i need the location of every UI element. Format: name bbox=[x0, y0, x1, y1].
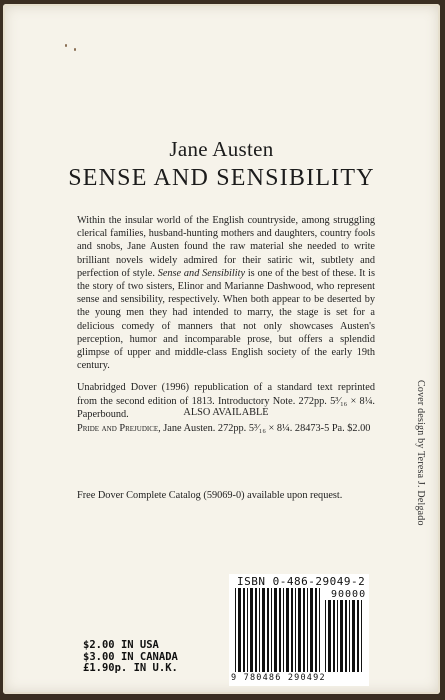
price-region: IN U.K. bbox=[133, 662, 178, 674]
also-available-title: Pride and Prejudice bbox=[77, 423, 159, 435]
barcode-addon-icon bbox=[325, 600, 365, 672]
blurb bbox=[77, 214, 375, 430]
barcode-bar bbox=[283, 588, 284, 672]
barcode-bar bbox=[333, 600, 335, 672]
barcode-bar bbox=[345, 600, 347, 672]
ink-speck bbox=[65, 44, 67, 47]
barcode-bar bbox=[325, 600, 326, 672]
barcode-bar bbox=[279, 588, 281, 672]
ean-number: 9 780486 290492 bbox=[231, 673, 326, 683]
price-row bbox=[83, 663, 178, 675]
barcode-bar bbox=[328, 600, 331, 672]
barcode-bar bbox=[255, 588, 257, 672]
barcode-bar bbox=[298, 588, 301, 672]
catalog-note: Free Dover Complete Catalog (59069-0) available upon request. bbox=[77, 490, 343, 501]
also-available-heading: ALSO AVAILABLE bbox=[183, 407, 269, 418]
barcode-bar bbox=[286, 588, 289, 672]
barcode-bar bbox=[295, 588, 296, 672]
ink-speck bbox=[74, 48, 76, 51]
barcode-bar bbox=[262, 588, 265, 672]
barcode-bar bbox=[352, 600, 355, 672]
price-list bbox=[83, 640, 178, 675]
barcode-addon-digits: 90000 bbox=[331, 589, 367, 600]
barcode-bar bbox=[337, 600, 338, 672]
price-region: IN USA bbox=[120, 639, 159, 651]
barcode-bar bbox=[357, 600, 359, 672]
book-title: SENSE AND SENSIBILITY bbox=[68, 165, 375, 191]
barcode-icon bbox=[235, 588, 323, 672]
price-region: IN CANADA bbox=[120, 650, 178, 663]
barcode-bar bbox=[271, 588, 272, 672]
barcode-bar bbox=[315, 588, 317, 672]
barcode-bar bbox=[361, 600, 362, 672]
blurb-italic-title: Sense and Sensibility bbox=[157, 267, 246, 279]
barcode-bar bbox=[303, 588, 305, 672]
isbn-number: ISBN 0-486-29049-2 bbox=[237, 575, 366, 588]
barcode-bar bbox=[243, 588, 245, 672]
barcode-bar bbox=[274, 588, 277, 672]
blurb-text: is one of the best of these. It is the story of two sisters, Elinor and Marianne Dashwood, who represent sense and sensibility, respectively. When both appear to be deserted by the young men they had intended to marry, the stage is set for a delicious comedy of manners that not only showcases Austen's perception, humor and incomparable prose, but offers a splendid glimpse of upper and middle-class English society of the early 19th century. bbox=[77, 267, 376, 372]
barcode-bar bbox=[340, 600, 343, 672]
barcode-bar bbox=[310, 588, 313, 672]
barcode-bar bbox=[349, 600, 350, 672]
blurb-text: Within the insular world of the English countryside, among struggling clerical families, husband-hunting mothers and daughters, country fools and snobs, Jane Austen found the raw material she needed to write brilliant novels widely admired for their satiric wit, subtlety and perfection of style. bbox=[77, 215, 375, 279]
also-available-item bbox=[77, 422, 375, 435]
book-back-cover bbox=[3, 4, 440, 694]
price-amount: $2.00 bbox=[83, 639, 115, 651]
blurb-paragraph-1 bbox=[77, 214, 375, 372]
barcode-bar bbox=[259, 588, 260, 672]
price-amount: £1.90p. bbox=[83, 662, 128, 674]
barcode-bar bbox=[307, 588, 308, 672]
barcode-bar bbox=[250, 588, 253, 672]
barcode-bar bbox=[247, 588, 248, 672]
also-available-section bbox=[77, 406, 375, 435]
barcode-bar bbox=[267, 588, 269, 672]
barcode-bar bbox=[319, 588, 320, 672]
barcode-bar bbox=[291, 588, 293, 672]
also-available-details: , Jane Austen. 272pp. 5³⁄₁₆ × 8¼. 28473-5 Pa. $2.00 bbox=[158, 423, 371, 435]
barcode-bar bbox=[238, 588, 241, 672]
barcode-bar bbox=[235, 588, 236, 672]
cover-design-credit: Cover design by Teresa J. Delgado bbox=[415, 380, 426, 526]
price-amount: $3.00 bbox=[83, 650, 115, 663]
blurb-paragraph-2: Unabridged Dover (1996) republication of a standard text reprinted from the second edition of 1813. Introductory Note. 272pp. 5³⁄₁₆ × 8¼. Paperbound. bbox=[77, 382, 375, 420]
author-name: Jane Austen bbox=[169, 137, 274, 161]
